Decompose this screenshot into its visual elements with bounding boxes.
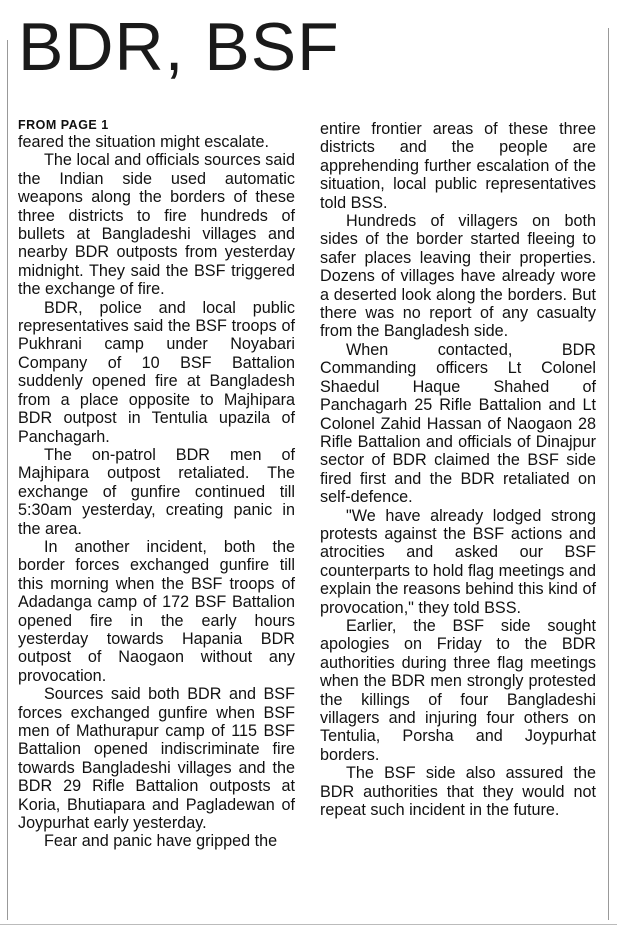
paragraph: "We have already lodged strong protests against the BSF actions and atrocities and asked our BSF counterparts to hold flag meetings and explain the reasons behind this kind of provocation," they told BSS. <box>320 506 596 617</box>
paragraph: The local and officials sources said the Indian side used automatic weapons along the borders of these three districts to fire hundreds of bullets at Bangladeshi villages and nearby BDR outposts from yesterday midnight. They said the BSF triggered the exchange of fire. <box>18 151 295 299</box>
paragraph: BDR, police and local public representatives said the BSF troops of Pukhrani camp under Noyabari Company of 10 BSF Battalion suddenly opened fire at Bangladesh from a place opposite to Majhipara BDR outpost in Tentulia upazila of Panchagarh. <box>18 298 295 446</box>
paragraph: The on-patrol BDR men of Majhipara outpost retaliated. The exchange of gunfire continued till 5:30am yesterday, creating panic in the area. <box>18 445 295 538</box>
paragraph: entire frontier areas of these three districts and the people are apprehending further escalation of the situation, local public representatives told BSS. <box>320 120 596 212</box>
paragraph: Hundreds of villagers on both sides of the border started fleeing to safer places leaving their properties. Dozens of villages have already wore a deserted look along the borders. But there was no report of any casualty from the Bangladesh side. <box>320 212 596 341</box>
headline: BDR, BSF <box>18 9 340 85</box>
article-column-left <box>18 118 295 851</box>
paragraph: Earlier, the BSF side sought apologies on Friday to the BDR authorities during three flag meetings when the BDR men strongly protested the killings of four Bangladeshi villagers and injuring four others on Tentulia, Porsha and Joypurhat borders. <box>320 616 596 764</box>
paragraph: In another incident, both the border forces exchanged gunfire till this morning when the BSF troops of Adadanga camp of 172 BSF Battalion opened fire in the early hours yesterday towards Hapania BDR outpost of Naogaon without any provocation. <box>18 537 295 685</box>
paragraph: Fear and panic have gripped the <box>44 832 278 851</box>
right-border-rule <box>608 28 609 920</box>
left-border-rule <box>7 40 8 920</box>
bottom-border-rule <box>0 924 617 925</box>
article-column-right <box>320 120 596 819</box>
continuation-kicker: FROM PAGE 1 <box>18 118 109 132</box>
paragraph: The BSF side also assured the BDR authorities that they would not repeat such incident in the future. <box>320 764 596 820</box>
paragraph: When contacted, BDR Commanding officers Lt Colonel Shaedul Haque Shahed of Panchagarh 25 Rifle Battalion and Lt Colonel Zahid Hassan of Naogaon 28 Rifle Battalion and officials of Dinajpur sector of BDR claimed the BSF side fired first and the BDR retaliated on self-defence. <box>320 340 596 507</box>
paragraph: feared the situation might escalate. <box>18 133 270 151</box>
paragraph: Sources said both BDR and BSF forces exchanged gunfire when BSF men of Mathurapur camp of 115 BSF Battalion opened indiscriminate fire towards Bangladeshi villages and the BDR 29 Rifle Battalion outposts at Koria, Bhutiapara and Pagladewan of Joypurhat early yesterday. <box>18 685 295 833</box>
